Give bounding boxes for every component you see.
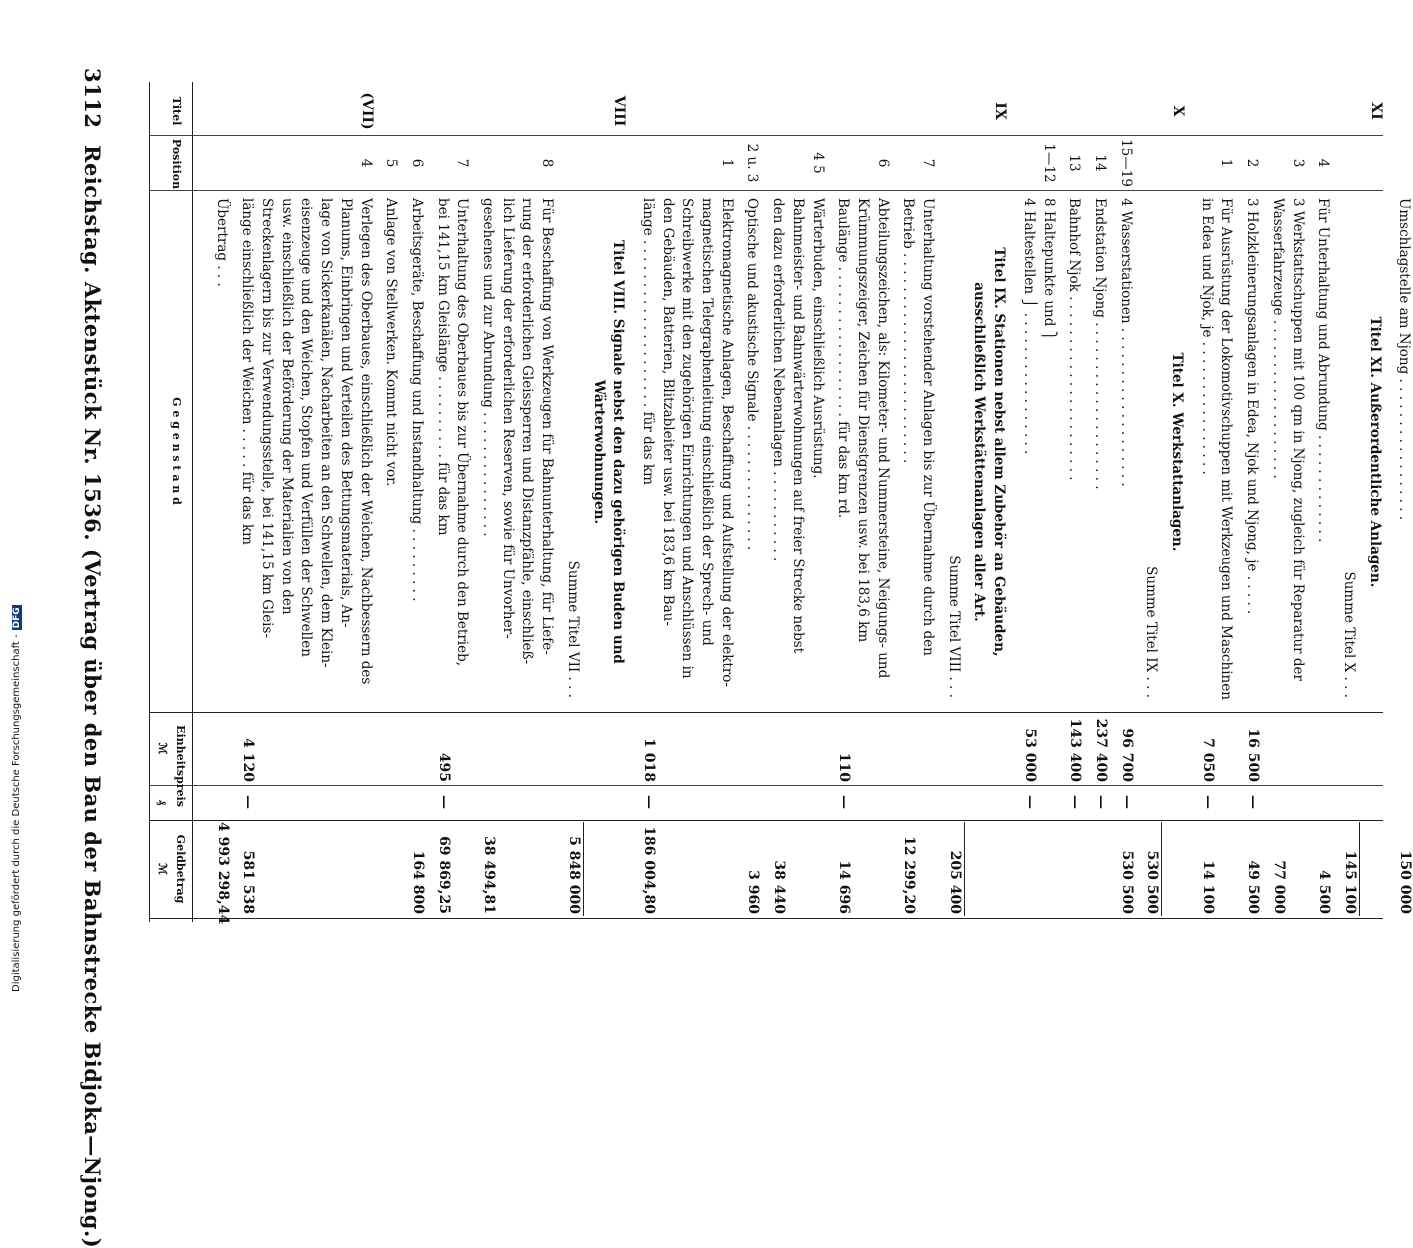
section-title: Titel X. Werkstattanlagen. [1169,352,1186,552]
row-text-line: Anlage von Stellwerken. Kommt nicht vor. [383,198,400,487]
amount: 145 100 [1342,850,1358,914]
row-text-line: Arbeitsgeräte, Beschaffung und Instandhaltung . . . . . . . . . [409,198,425,602]
row-position: 8 [539,158,556,168]
col-header-position: Position [170,138,183,190]
amount: 38 440 [771,860,788,914]
unit-price-pf: — [1021,795,1038,809]
col-divider-einheitspreis [149,820,1383,821]
row-titel: VIII [611,95,628,127]
amount: 49 500 [1245,860,1262,914]
sum-rule [964,822,965,916]
sum-rule [1161,822,1162,916]
unit-price-pf: — [435,795,452,809]
row-text-line: Verlegen des Oberbaues, einschließlich der Weichen, Nachbessern des [357,198,374,685]
row-position: 14 [1092,154,1108,172]
col-divider-position [149,190,1383,191]
row-titel: IX [992,102,1009,120]
row-text-line: 4 Haltestellen ⎭ . . . . . . . . . . . . . . . . . [1020,198,1037,455]
unit-price-mark: 1 018 [641,738,657,782]
sum-label: Summe Titel VII . . . [564,560,581,698]
row-text-line: 3 Werkstattschuppen mit 100 qm in Njong, zugleich für Reparatur der [1289,198,1306,681]
row-position: 3 [1289,158,1306,168]
row-position: 6 [409,158,425,168]
row-titel: XI [1367,102,1384,120]
row-position: 7 [454,158,471,168]
unit-price-mark: 16 500 [1245,728,1262,782]
table-right-rule [149,918,1383,919]
row-text-line: in Edea und Njok, je . . . . . . . . . . . . . . . . [1198,198,1215,475]
row-position: 2 [1244,158,1261,168]
row-text-line: Streckenlagern bis zur Verwendungsstelle, bei 141,15 km Gleis- [259,198,276,638]
row-position: 4 5 [809,152,826,174]
row-text-line: Krümmungszeiger, Zeichen für Dienstgrenzen usw. bei 183,6 km [855,198,871,643]
row-text-line: lage von Sickerkanälen, Nacharbeiten an den Schwellen, dem Klein- [318,198,335,668]
row-text-line: Bahnmeister- und Bahnwärterwohnungen auf freier Strecke nebst [789,198,806,654]
unit-price-pf: — [1245,795,1262,809]
unit-price-pf: — [240,795,257,809]
col-header-mark2: ℳ [156,863,169,875]
row-text-line: länge . . . . . . . . . . . . . . . . . . . . für das km [640,198,656,485]
page-title: Reichstag. Aktenstück Nr. 1536. (Vertrag über den Bau der Bahnstrecke Bidjoka—Njong.) [80,145,105,1248]
row-titel: X [1170,105,1187,117]
amount: 14 696 [836,860,853,914]
sum-rule [1359,822,1360,916]
section-title: Titel VIII. Signale nebst den dazu gehörigen Buden und [610,240,627,664]
amount: 38 494,81 [481,836,498,914]
row-position: 1—12 [1040,143,1057,183]
dfg-note [0,2,26,992]
section-title: Wärterwohnungen. [590,379,607,525]
unit-price-mark: 96 700 [1118,728,1135,782]
sum-label: Summe Titel X . . . [1341,571,1357,698]
row-text-line: Elektromagnetische Anlagen, Beschaffung und Aufstellung der elektro- [718,198,735,687]
row-text-line: lich Lieferung der erforderlichen Reserven, sowie für Unvorher- [499,198,516,639]
row-text-line: Endstation Njong . . . . . . . . . . . . . . . . . . . . [1092,198,1108,490]
row-position: 1 [1218,158,1235,168]
col-header-titel: Titel [170,96,183,126]
section-title: ausschließlich Werkstättenanlagen aller Art. [971,282,988,622]
unit-price-pf: — [641,795,657,809]
col-header-einheitspreis: Einheitspreis [174,725,187,807]
section-title: Titel IX. Stationen nebst allem Zubehör an Gebäuden, [991,247,1008,657]
amount: 205 400 [946,850,963,914]
col-divider [149,135,193,136]
row-position: 1 [718,158,735,168]
unit-price-pf: — [1067,795,1084,809]
row-text-line: rung der erforderlichen Gleissperren und Distanzpfähle, einschließ- [519,198,536,665]
row-text-line: 3 Holzkleinerungsanlagen in Edea, Njok und Njong, je . . . . . [1244,198,1261,615]
unit-price-mark: 53 000 [1021,728,1038,782]
amount: 5 848 000 [565,836,582,914]
row-text-line: Unterhaltung vorstehender Anlagen bis zur Übernahme durch den [920,198,937,656]
row-position: 7 [920,158,937,168]
unit-price-mark: 143 400 [1067,718,1084,782]
row-text-line: 4 Wasserstationen . . . . . . . . . . . . . . . . . . . [1117,198,1134,487]
col-header-pf: ₰ [156,799,169,806]
row-text-line: 8 Haltepunkte und ⎫ [1040,198,1057,341]
unit-price-pf: — [836,795,853,809]
header-rule [192,82,193,922]
amount: 14 100 [1199,860,1216,914]
unit-price-mark: 110 [836,752,853,782]
sum-label: Summe Titel IX . . . [1143,566,1160,698]
unit-price-mark: 7 050 [1199,738,1216,782]
section-title: Titel XI. Außerordentliche Anlagen. [1366,316,1383,588]
row-text-line: Planums, Einbringen und Verteilen des Bettungsmaterials, An- [337,198,354,628]
sum-rule [583,822,584,916]
amount: 150 000 [1397,850,1413,914]
row-text-line: Baulänge . . . . . . . . . . . . . . . . . . für das km rd. [835,198,852,519]
row-text-line: Schreibwerke mit den zugehörigen Einrichtungen und Anschlüssen in [679,198,696,679]
row-position: 15—19 [1117,139,1134,187]
row-position: 2 u. 3 [744,143,761,183]
row-text-line: den dazu erforderlichen Nebenanlagen . . . . . . . . . . . [770,198,787,562]
amount: 3 960 [745,870,762,914]
amount: 164 800 [410,850,426,914]
col-divider-titel [193,135,1383,136]
row-titel: (VII) [358,92,375,130]
row-position: 4 [357,158,374,168]
row-text-line: Für Unterhaltung und Abrundung . . . . . . . . . . . . . [1315,198,1332,543]
row-text-line: magnetischen Telegraphenleitung einschließlich der Sprech- und [699,198,716,646]
amount: 530 500 [1118,850,1135,914]
row-text-line: Bahnhof Njok . . . . . . . . . . . . . . . . . . . . . . [1066,198,1083,481]
col-header-geldbetrag: Geldbetrag [174,834,187,904]
amount: 581 538 [240,850,257,914]
unit-price-mark: 4 120 [240,738,257,782]
row-position: 4 [1315,158,1332,168]
row-text-line: Optische und akustische Signale . . . . . . . . . . . . . . . [744,198,761,551]
unit-price-pf: — [1199,795,1216,809]
row-text-line: usw. einschließlich der Beförderung der Materialien von den [278,198,295,615]
row-position: 5 [383,158,400,168]
sum-label: Summe Titel VIII . . . [945,555,962,698]
unit-price-mark: 237 400 [1093,718,1109,782]
row-text-line: Wärterbuden, einschließlich Ausrüstung. [809,198,826,479]
dfg-logo: DFG [12,607,22,629]
row-text-line: eisenzeuge und den Weichen, Stopfen und Verfüllen der Schwellen [298,198,315,657]
amount: 530 500 [1144,850,1161,914]
col-divider-mark [149,785,1383,786]
table-top-rule [149,82,150,922]
row-text-line: den Gebäuden, Batterien, Blitzableiter usw. bei 183,6 km Bau- [659,198,676,626]
row-text-line: Übertrag . . . [213,198,230,287]
row-text-line: Für Beschaffung von Werkzeugen für Bahnunterhaltung, für Liefe- [539,198,556,655]
row-text-line: Abteilungszeichen, als: Kilometer- und Nummersteine, Neigungs- und [874,198,891,679]
amount: 186 004,80 [641,826,657,914]
row-text-line: gesehenes und zur Abrundung . . . . . . . . . . . . . . . [480,198,497,537]
unit-price-mark: 495 [435,752,452,782]
row-position: 6 [874,158,891,168]
page-number: 3112 [80,68,105,129]
col-header-mark: ℳ [156,742,169,755]
unit-price-pf: — [1093,795,1109,809]
amount: 12 299,20 [901,836,918,914]
amount: 69 869,25 [435,836,452,914]
row-text-line: Betrieb . . . . . . . . . . . . . . . . . . . . . . . . . [900,198,917,464]
row-text-line: Unterhaltung des Oberbaues bis zur Übernahme durch den Betrieb, [454,198,471,667]
row-text-line: Für Ausrüstung der Lokomotivschuppen mit Werkzeugen und Maschinen [1218,198,1235,700]
amount: 77 000 [1270,860,1287,914]
row-text-line: länge einschließlich der Weichen . . . . . für das km [239,198,256,545]
col-divider-gegenstand [149,712,1383,713]
row-text-line: Wasserfahrzeuge . . . . . . . . . . . . . . . . . . . [1269,198,1286,479]
row-text-line: Umschlagstelle am Njong . . . . . . . . . . . . . . . . . [1396,198,1413,521]
col-header-gegenstand: G e g e n s t a n d [170,397,183,505]
amount: 4 993 298,44 [214,822,231,925]
row-position: 13 [1066,154,1083,172]
dfg-note-text: Digitalisierung gefördert durch die Deutsche Forschungsgemeinschaft - [11,634,22,992]
amount: 4 500 [1316,870,1333,914]
unit-price-pf: — [1118,795,1135,809]
row-text-line: bei 141,15 km Gleislänge . . . . . . . . . . für das km [434,198,451,536]
